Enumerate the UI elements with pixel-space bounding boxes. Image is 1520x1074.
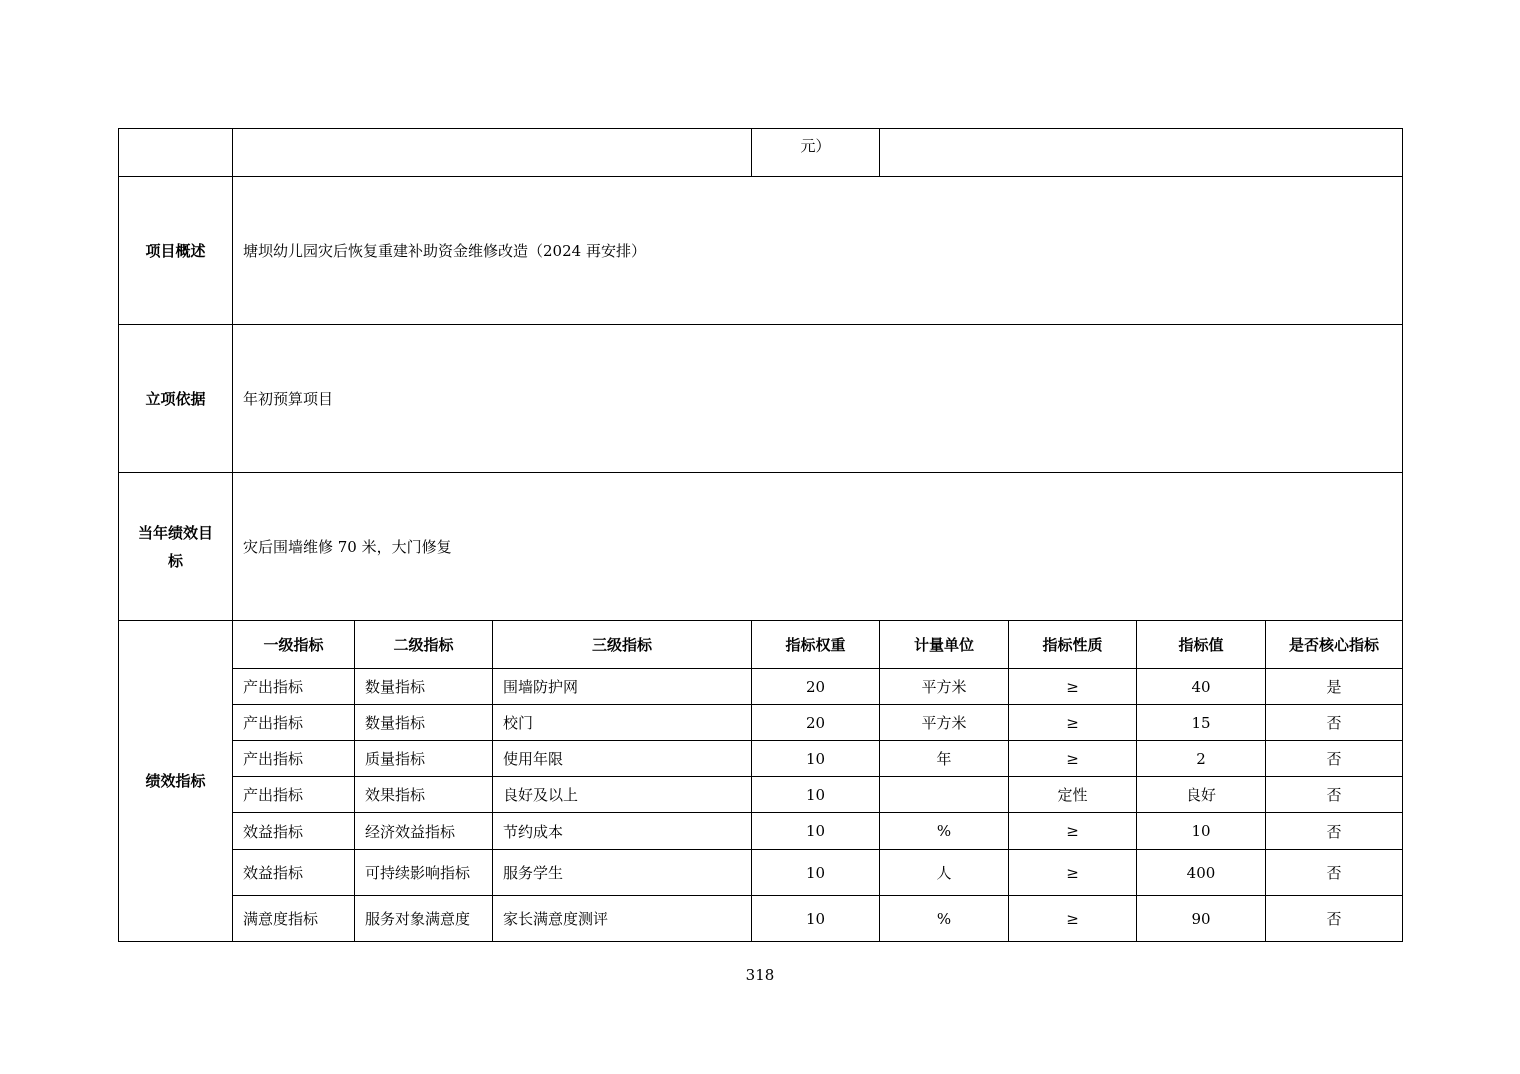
cell-weight: 10 (752, 850, 880, 896)
cell-level2: 数量指标 (355, 669, 493, 705)
goal-row (119, 473, 1403, 621)
table-row (119, 896, 1403, 942)
cell-core: 否 (1266, 705, 1403, 741)
goal-text: 灾后围墙维修 70 米，大门修复 (233, 473, 1403, 621)
header-core: 是否核心指标 (1266, 621, 1403, 669)
top-empty-value-cell (233, 129, 752, 177)
cell-value: 15 (1137, 705, 1266, 741)
cell-unit (880, 777, 1009, 813)
cell-weight: 20 (752, 669, 880, 705)
cell-unit: % (880, 813, 1009, 850)
page-number: 318 (745, 966, 775, 984)
table-row (119, 669, 1403, 705)
cell-unit: 平方米 (880, 669, 1009, 705)
cell-level1: 效益指标 (233, 813, 355, 850)
cell-value: 40 (1137, 669, 1266, 705)
cell-core: 是 (1266, 669, 1403, 705)
cell-nature: ≥ (1009, 813, 1137, 850)
table-row (119, 741, 1403, 777)
cell-level1: 效益指标 (233, 850, 355, 896)
cell-level1: 产出指标 (233, 741, 355, 777)
cell-weight: 10 (752, 777, 880, 813)
cell-unit: % (880, 896, 1009, 942)
top-empty-label-cell (119, 129, 233, 177)
basis-label: 立项依据 (119, 325, 233, 473)
indicators-label: 绩效指标 (119, 621, 233, 942)
cell-level3: 节约成本 (493, 813, 752, 850)
basis-row (119, 325, 1403, 473)
cell-weight: 10 (752, 896, 880, 942)
cell-nature: ≥ (1009, 850, 1137, 896)
cell-weight: 10 (752, 741, 880, 777)
table-row (119, 705, 1403, 741)
cell-weight: 10 (752, 813, 880, 850)
cell-unit: 人 (880, 850, 1009, 896)
cell-level1: 产出指标 (233, 777, 355, 813)
cell-nature: 定性 (1009, 777, 1137, 813)
top-unit-cell: 元） (752, 129, 880, 177)
header-nature: 指标性质 (1009, 621, 1137, 669)
header-unit: 计量单位 (880, 621, 1009, 669)
cell-core: 否 (1266, 850, 1403, 896)
header-value: 指标值 (1137, 621, 1266, 669)
header-level2: 二级指标 (355, 621, 493, 669)
overview-row (119, 177, 1403, 325)
top-empty-right-cell (880, 129, 1403, 177)
top-partial-row (119, 129, 1403, 177)
header-weight: 指标权重 (752, 621, 880, 669)
cell-level3: 使用年限 (493, 741, 752, 777)
cell-weight: 20 (752, 705, 880, 741)
cell-level1: 产出指标 (233, 705, 355, 741)
cell-unit: 年 (880, 741, 1009, 777)
cell-level1: 产出指标 (233, 669, 355, 705)
goal-label: 当年绩效目标 (119, 473, 233, 621)
overview-label: 项目概述 (119, 177, 233, 325)
cell-core: 否 (1266, 896, 1403, 942)
cell-level2: 质量指标 (355, 741, 493, 777)
cell-level3: 家长满意度测评 (493, 896, 752, 942)
table-row (119, 777, 1403, 813)
table-row (119, 850, 1403, 896)
cell-level2: 可持续影响指标 (355, 850, 493, 896)
cell-level2: 经济效益指标 (355, 813, 493, 850)
cell-level3: 校门 (493, 705, 752, 741)
cell-unit: 平方米 (880, 705, 1009, 741)
cell-nature: ≥ (1009, 705, 1137, 741)
table-row (119, 813, 1403, 850)
header-level1: 一级指标 (233, 621, 355, 669)
indicator-header-row (119, 621, 1403, 669)
cell-value: 良好 (1137, 777, 1266, 813)
basis-text: 年初预算项目 (233, 325, 1403, 473)
cell-core: 否 (1266, 741, 1403, 777)
cell-level3: 良好及以上 (493, 777, 752, 813)
cell-level2: 效果指标 (355, 777, 493, 813)
cell-level3: 围墙防护网 (493, 669, 752, 705)
cell-level2: 服务对象满意度 (355, 896, 493, 942)
header-level3: 三级指标 (493, 621, 752, 669)
cell-value: 90 (1137, 896, 1266, 942)
cell-value: 10 (1137, 813, 1266, 850)
cell-core: 否 (1266, 813, 1403, 850)
cell-level1: 满意度指标 (233, 896, 355, 942)
overview-text: 塘坝幼儿园灾后恢复重建补助资金维修改造（2024 再安排） (233, 177, 1403, 325)
cell-nature: ≥ (1009, 896, 1137, 942)
cell-nature: ≥ (1009, 669, 1137, 705)
cell-nature: ≥ (1009, 741, 1137, 777)
cell-level3: 服务学生 (493, 850, 752, 896)
cell-value: 2 (1137, 741, 1266, 777)
cell-level2: 数量指标 (355, 705, 493, 741)
cell-core: 否 (1266, 777, 1403, 813)
performance-table (118, 128, 1403, 942)
cell-value: 400 (1137, 850, 1266, 896)
